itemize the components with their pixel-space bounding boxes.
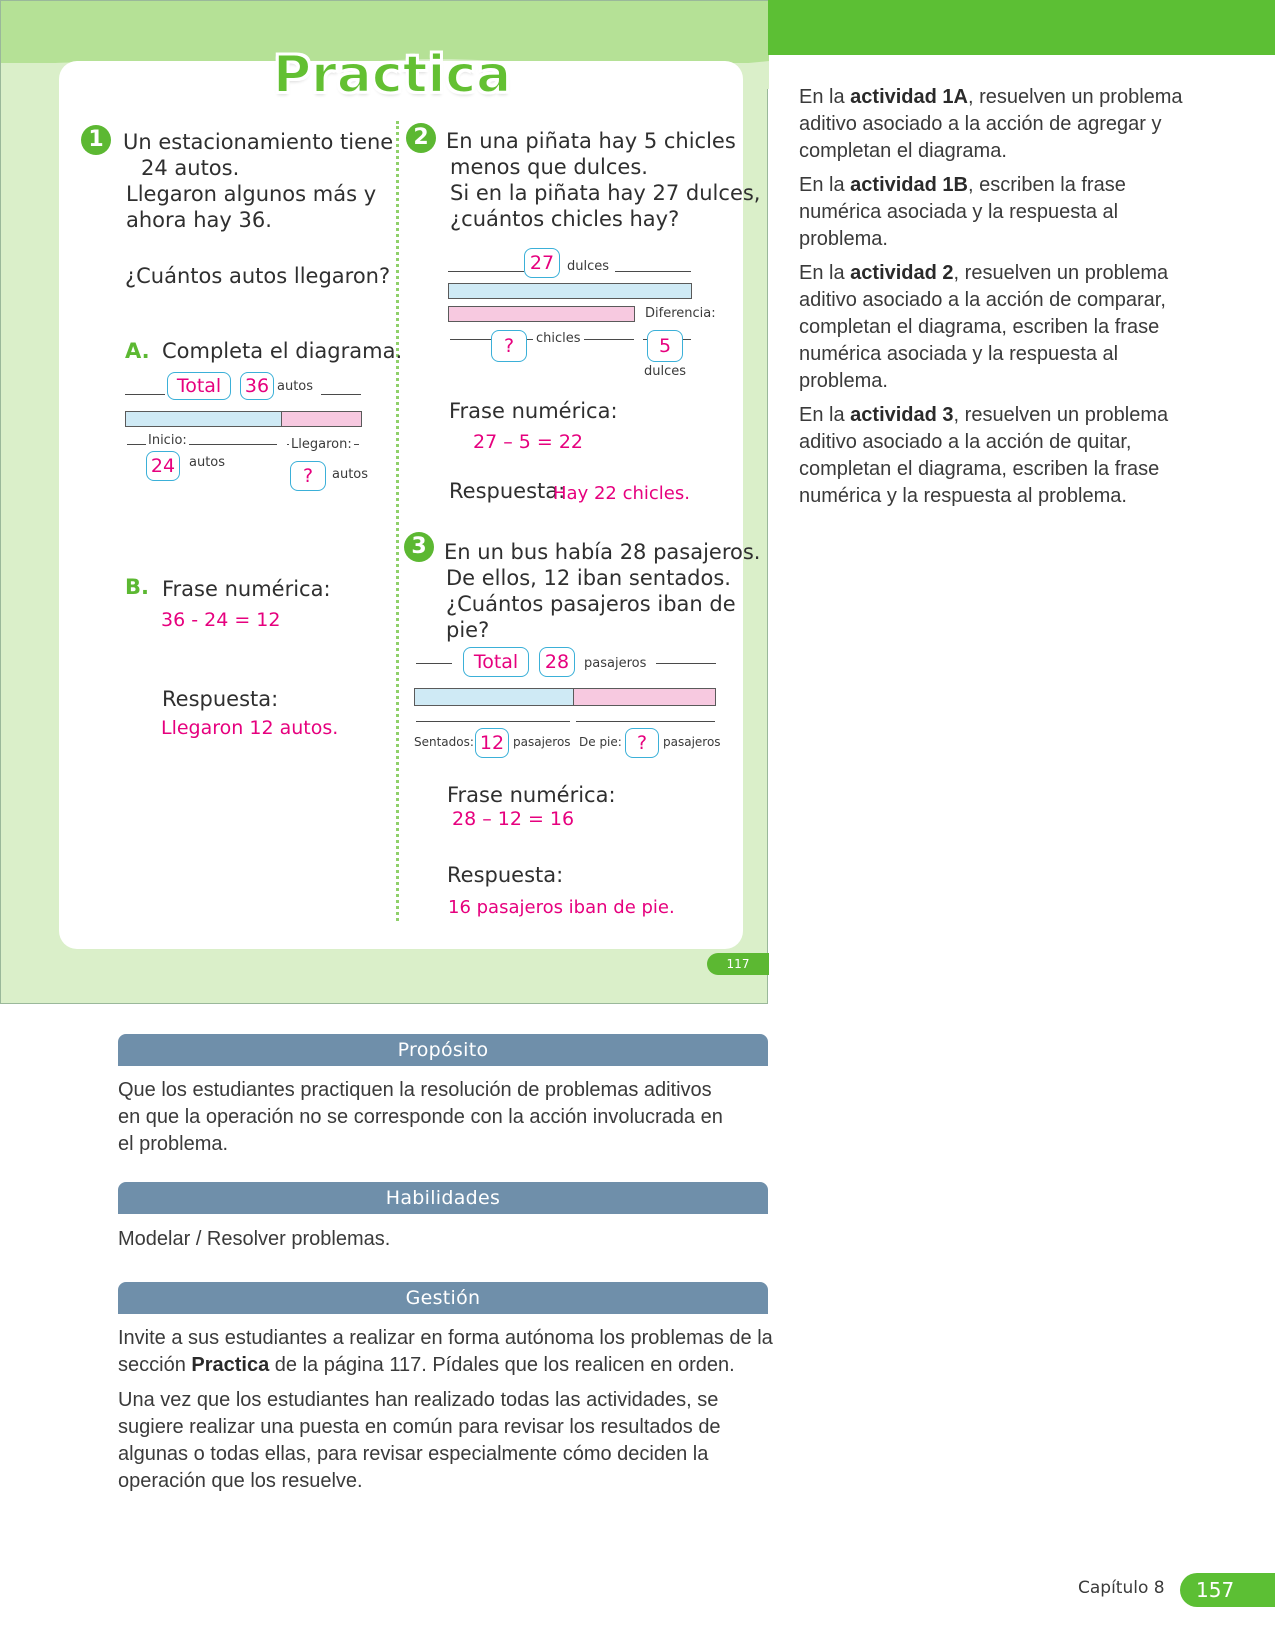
guide-paragraph xyxy=(799,172,1184,253)
total-unit: autos xyxy=(277,379,314,394)
guide-text: , resuelven un problema aditivo asociado a la acción de quitar, completan el diagrama, escriben la frase numérica y la respuesta al problema. xyxy=(799,404,1169,507)
guide-bold: actividad 3 xyxy=(850,404,954,426)
problem-3-frase-answer: 28 – 12 = 16 xyxy=(452,808,575,830)
guide-paragraph xyxy=(799,260,1184,395)
part-b-answer: 36 - 24 = 12 xyxy=(161,609,281,631)
diferencia-label: Diferencia: xyxy=(645,306,716,321)
practica-title: Practica xyxy=(273,45,512,105)
gestion-text-part: de la página 117. Pídales que los realicen en orden. xyxy=(269,1354,735,1376)
brace xyxy=(125,394,165,395)
guide-paragraph xyxy=(799,402,1184,510)
depie-value-box: ? xyxy=(625,728,659,758)
student-page-number: 117 xyxy=(707,953,769,975)
problem-2-line: menos que dulces. xyxy=(450,155,648,179)
problem-1-statement xyxy=(123,129,393,233)
chapter-label: Capítulo 8 xyxy=(1078,1578,1165,1598)
total-label-box: Total xyxy=(463,647,529,677)
problem-1-line: ahora hay 36. xyxy=(126,208,272,232)
problem-2-respuesta-answer: Hay 22 chicles. xyxy=(553,483,690,504)
sentados-value-box: 12 xyxy=(475,728,509,758)
problem-1-respuesta-answer: Llegaron 12 autos. xyxy=(161,717,339,739)
guide-text: En la xyxy=(799,174,851,196)
problem-1-question: ¿Cuántos autos llegaron? xyxy=(125,264,391,288)
diferencia-unit: dulces xyxy=(644,364,687,379)
problem-3-statement xyxy=(444,539,767,643)
bar-inicio xyxy=(125,411,282,427)
depie-unit: pasajeros xyxy=(663,735,721,749)
problem-1-respuesta-label: Respuesta: xyxy=(162,687,279,711)
sentados-unit: pasajeros xyxy=(513,735,571,749)
total-unit: pasajeros xyxy=(584,656,647,671)
top-green-bar xyxy=(768,0,1275,55)
problem-1-line: Llegaron algunos más y xyxy=(126,182,377,206)
guide-text: En la xyxy=(799,404,851,426)
guide-paragraph xyxy=(799,84,1184,165)
sentados-label: Sentados: xyxy=(414,735,474,749)
proposito-text: Que los estudiantes practiquen la resolución de problemas aditivos en que la operación no se corresponde con la acción involucrada en el problema. xyxy=(118,1079,723,1155)
diferencia-value-box: 5 xyxy=(647,330,683,362)
guide-text: En la xyxy=(799,86,851,108)
problem-2-line: En una piñata hay 5 chicles xyxy=(446,129,736,153)
problem-3-respuesta-label: Respuesta: xyxy=(447,863,564,887)
student-page-thumbnail xyxy=(0,0,768,1004)
problem-2-number: 2 xyxy=(406,123,436,153)
part-a-instruction: Completa el diagrama. xyxy=(162,339,403,363)
habilidades-header: Habilidades xyxy=(118,1182,768,1214)
gestion-bold: Practica xyxy=(191,1354,270,1376)
guide-bold: actividad 2 xyxy=(850,262,954,284)
llegaron-label: Llegaron: xyxy=(291,437,352,452)
problem-3-respuesta-answer: 16 pasajeros iban de pie. xyxy=(448,897,675,918)
bar-dulces xyxy=(448,283,692,299)
guide-text: , escriben la frase numérica asociada y la respuesta al problema. xyxy=(799,174,1126,250)
gestion-paragraph xyxy=(118,1325,774,1379)
column-divider xyxy=(396,121,399,921)
inicio-label: Inicio: xyxy=(148,433,187,448)
problem-1-number: 1 xyxy=(81,125,111,155)
bar-de-pie xyxy=(573,688,716,706)
dulces-value-box: 27 xyxy=(524,248,560,278)
brace xyxy=(416,721,570,722)
problem-3-frase-label: Frase numérica: xyxy=(447,783,616,807)
problem-3-line: En un bus había 28 pasajeros. xyxy=(444,540,761,564)
inicio-unit: autos xyxy=(189,455,226,470)
guide-text: En la xyxy=(799,262,851,284)
chicles-unit: chicles xyxy=(533,331,584,346)
llegaron-value-box: ? xyxy=(290,461,326,491)
inicio-value-box: 24 xyxy=(146,451,180,481)
brace xyxy=(321,394,361,395)
gestion-text-part: Invite a sus estudiantes a realizar en forma autónoma los problemas de la sección xyxy=(118,1327,773,1376)
bar-chicles xyxy=(448,306,635,322)
bar-sentados xyxy=(414,688,574,706)
depie-label: De pie: xyxy=(579,735,622,749)
problem-2-statement xyxy=(446,128,760,232)
page-number: 157 xyxy=(1180,1573,1275,1607)
brace xyxy=(656,663,716,664)
brace xyxy=(576,721,715,722)
problem-2-frase-answer: 27 – 5 = 22 xyxy=(473,431,584,453)
guide-bold: actividad 1B xyxy=(850,174,968,196)
total-value-box: 28 xyxy=(539,647,575,677)
gestion-text xyxy=(118,1325,774,1495)
problem-2-line: ¿cuántos chicles hay? xyxy=(450,207,680,231)
problem-3-number: 3 xyxy=(404,532,434,562)
guide-bold: actividad 1A xyxy=(850,86,968,108)
guide-text: , resuelven un problema aditivo asociado a la acción de agregar y completan el diagrama. xyxy=(799,86,1183,162)
part-b-label: B. xyxy=(125,575,149,599)
dulces-unit: dulces xyxy=(567,259,610,274)
problem-2-line: Si en la piñata hay 27 dulces, xyxy=(450,181,761,205)
total-value-box: 36 xyxy=(240,372,274,400)
total-label-box: Total xyxy=(167,372,231,400)
problem-1-line: 24 autos. xyxy=(141,156,240,180)
problem-3-line: De ellos, 12 iban sentados. xyxy=(446,566,731,590)
brace xyxy=(448,271,524,272)
chicles-value-box: ? xyxy=(491,330,527,362)
brace xyxy=(615,271,691,272)
part-a-label: A. xyxy=(125,339,150,363)
llegaron-unit: autos xyxy=(332,467,369,482)
gestion-header: Gestión xyxy=(118,1282,768,1314)
problem-3-line: ¿Cuántos pasajeros iban de pie? xyxy=(446,592,736,642)
proposito-header: Propósito xyxy=(118,1034,768,1066)
problem-1-line: Un estacionamiento tiene xyxy=(123,130,394,154)
brace xyxy=(416,663,452,664)
part-b-instruction: Frase numérica: xyxy=(162,577,331,601)
bar-llegaron xyxy=(281,411,362,427)
guide-text: , resuelven un problema aditivo asociado a la acción de comparar, completan el diagrama, escriben la frase numérica asociada y la respuesta al problema. xyxy=(799,262,1169,392)
habilidades-text: Modelar / Resolver problemas. xyxy=(118,1228,391,1250)
gestion-paragraph: Una vez que los estudiantes han realizado todas las actividades, se sugiere realizar una puesta en común para revisar los resultados de algunas o todas ellas, para revisar especialmente cómo deciden la operación que los resuelve. xyxy=(118,1389,721,1492)
guide-notes xyxy=(799,84,1184,510)
problem-2-respuesta-label: Respuesta: xyxy=(449,479,566,503)
problem-2-frase-label: Frase numérica: xyxy=(449,399,618,423)
